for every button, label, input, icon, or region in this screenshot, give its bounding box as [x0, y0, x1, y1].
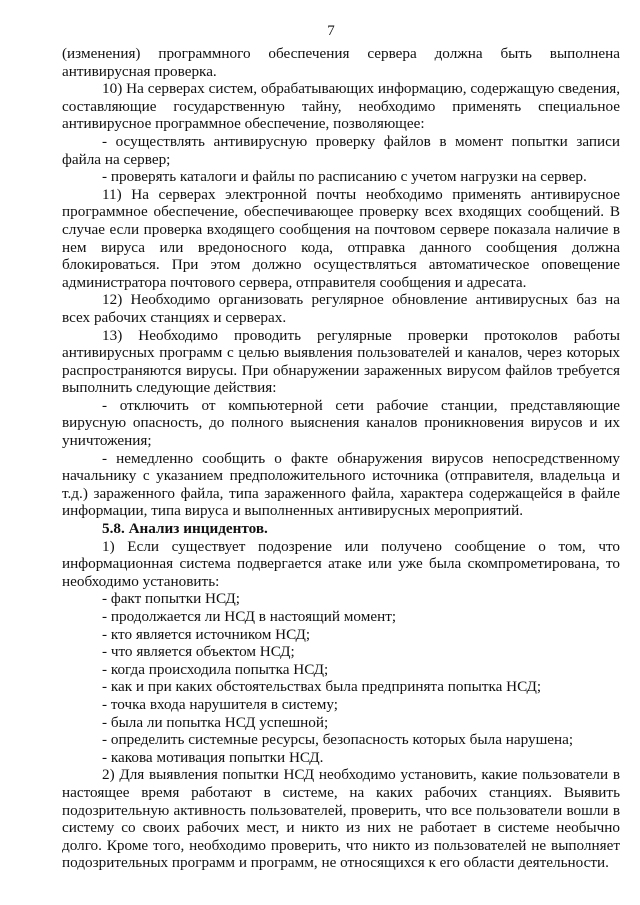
list-item: - была ли попытка НСД успешной; [102, 713, 329, 731]
list-item: - осуществлять антивирусную проверку файлов в момент попытки записи файла на сервер; [62, 132, 620, 168]
list-item: - отключить от компьютерной сети рабочие станции, представляющие вирусную опасность, до полного выяснения каналов проникновения вирусов и их уничтожения; [62, 396, 620, 450]
section-heading: 5.8. Анализ инцидентов. [102, 520, 268, 538]
list-item: - немедленно сообщить о факте обнаружения вирусов непосредственному начальнику с указанием предположительного источника (отправителя, владельца и т.д.) зараженного файла, типа зараженного файла, характера содержащейся в файле информации, типа вируса и выполненных антивирусных мероприятий. [62, 449, 620, 520]
paragraph-item-1: 1) Если существует подозрение или получено сообщение о том, что информационная система подвергается атаке или уже была скомпрометирована, то необходимо установить: [62, 537, 620, 590]
list-item: - факт попытки НСД; [102, 590, 240, 608]
paragraph-item-11: 11) На серверах электронной почты необходимо применять антивирусное программное обеспечение, обеспечивающее проверку всех входящих сообщений. В случае если проверка входящего сообщения на почтовом сервере показала наличие в нем вируса или вредоносного кода, отправка данного сообщения должна блокироваться. При этом должно осуществляться автоматическое оповещение администратора почтового сервера, отправителя сообщения и адресата. [62, 185, 620, 291]
list-item: - когда происходила попытка НСД; [102, 660, 329, 678]
list-item: - кто является источником НСД; [102, 625, 311, 643]
list-item: - как и при каких обстоятельствах была предпринята попытка НСД; [102, 678, 542, 696]
list-item: - продолжается ли НСД в настоящий момент; [102, 608, 397, 625]
paragraph-item-2: 2) Для выявления попытки НСД необходимо установить, какие пользователи в настоящее время работают в системе, на каких рабочих станциях. Выявить подозрительную активность пользователей, проверить, что все пользователи вошли в систему со своих рабочих мест, и никто из них не работает в системе необычно долго. Кроме того, необходимо проверить, что никто из пользователей не выполняет подозрительных программ и программ, не относящихся к его области деятельности. [62, 766, 620, 872]
paragraph-item-10: 10) На серверах систем, обрабатывающих информацию, содержащую сведения, составляющие государственную тайну, необходимо применять специальное антивирусное программное обеспечение, позволяющее: [62, 80, 620, 133]
page-number: 7 [327, 23, 335, 39]
list-item: - точка входа нарушителя в систему; [102, 695, 339, 713]
list-item: - что является объектом НСД; [102, 643, 295, 661]
paragraph-continuation: (изменения) программного обеспечения сервера должна быть выполнена антивирусная проверка. [62, 45, 620, 80]
list-item: - проверять каталоги и файлы по расписанию с учетом нагрузки на сервер. [102, 168, 587, 186]
list-item: - определить системные ресурсы, безопасность которых была нарушена; [102, 731, 574, 749]
paragraph-item-13: 13) Необходимо проводить регулярные проверки протоколов работы антивирусных программ с целью выявления пользователей и каналов, через которых распространяются вирусы. При обнаружении зараженных вирусом файлов требуется выполнить следующие действия: [62, 326, 620, 397]
paragraph-item-12: 12) Необходимо организовать регулярное обновление антивирусных баз на всех рабочих станциях и серверах. [62, 291, 620, 326]
list-item: - какова мотивация попытки НСД. [102, 748, 324, 766]
